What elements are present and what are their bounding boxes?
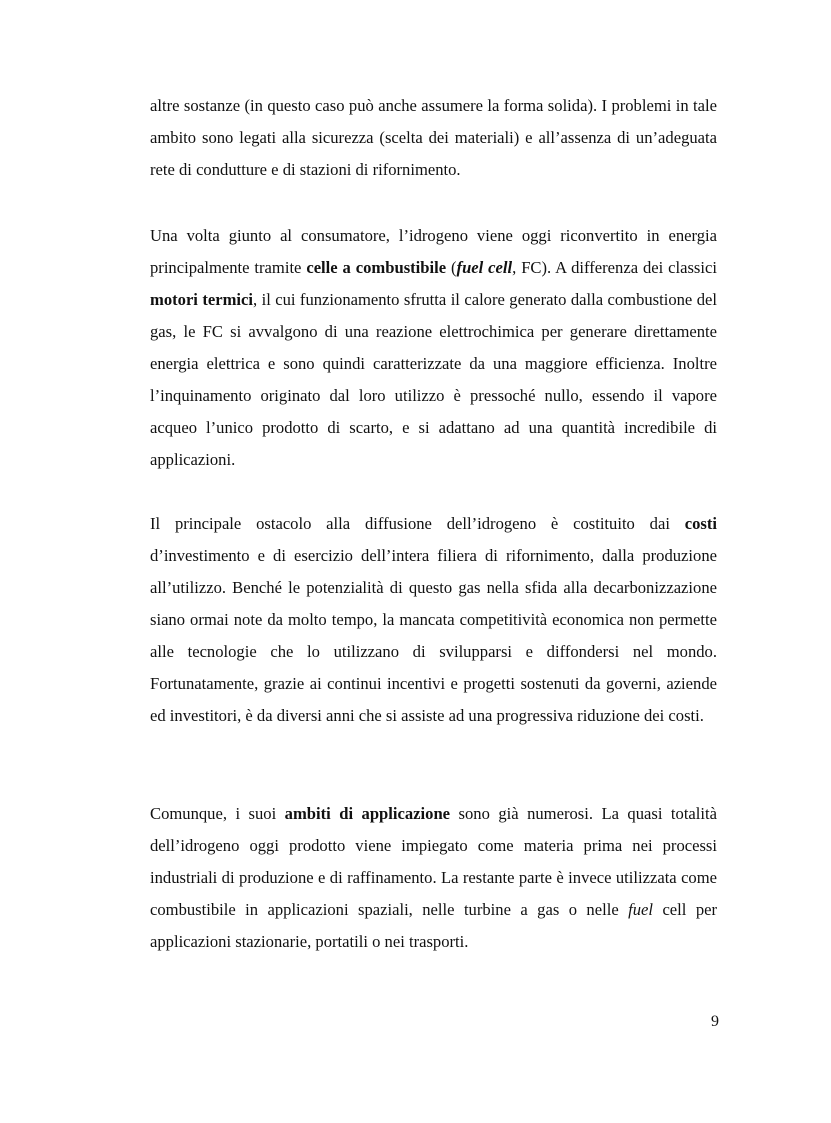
italic-term-fuel: fuel [628,900,654,919]
paragraph-storage-issues [150,90,717,186]
bold-term-costi: costi [684,514,717,533]
text-run: Comunque, i suoi [150,804,285,823]
paragraph-costs [150,508,717,732]
text-run: cell per applicazioni stazionarie, portatili o nei trasporti. [150,900,718,951]
paragraph-applications [150,798,717,958]
text-run: altre sostanze (in questo caso può anche assumere la forma solida). I problemi in tale ambito sono legati alla sicurezza (scelta dei materiali) e all’assenza di un’adeguata rete di condutture e di stazioni di rifornimento. [150,96,717,179]
text-run: d’investimento e di esercizio dell’intera filiera di rifornimento, dalla produzione all’utilizzo. Benché le potenzialità di questo gas nella sfida alla decarbonizzazione siano ormai note da molto tempo, la mancata competitività economica non permette alle tecnologie che lo utilizzano di svilupparsi e diffondersi nel mondo. Fortunatamente, grazie ai continui incentivi e progetti sostenuti da governi, aziende ed investitori, è da diversi anni che si assiste ad una progressiva riduzione dei costi. [150,546,717,725]
bold-term-ambiti-di-applicazione: ambiti di applicazione [284,804,451,823]
text-run: Una volta giunto al consumatore, l’idrogeno viene oggi riconvertito in energia principalmente tramite [150,226,717,277]
page-number: 9 [711,1013,719,1030]
text-run: Il principale ostacolo alla diffusione dell’idrogeno è costituito dai [150,514,685,533]
bold-term-celle-a-combustibile: celle a combustibile [306,258,447,277]
paragraph-fuel-cells [150,220,717,476]
text-run: , FC). A differenza dei classici [512,258,717,277]
text-run: ( [446,258,457,277]
text-run: , il cui funzionamento sfrutta il calore generato dalla combustione del gas, le FC si avvalgono di una reazione elettrochimica per generare direttamente energia elettrica e sono quindi caratterizzate da una maggiore efficienza. Inoltre l’inquinamento originato dal loro utilizzo è pressoché nullo, essendo il vapore acqueo l’unico prodotto di scarto, e si adattano ad una quantità incredibile di applicazioni. [150,290,717,469]
bold-italic-term-fuel-cell: fuel cell [456,258,513,277]
bold-term-motori-termici: motori termici [150,290,254,309]
text-run: sono già numerosi. La quasi totalità dell’idrogeno oggi prodotto viene impiegato come materia prima nei processi industriali di produzione e di raffinamento. La restante parte è invece utilizzata come combustibile in applicazioni spaziali, nelle turbine a gas o nelle [150,804,717,919]
